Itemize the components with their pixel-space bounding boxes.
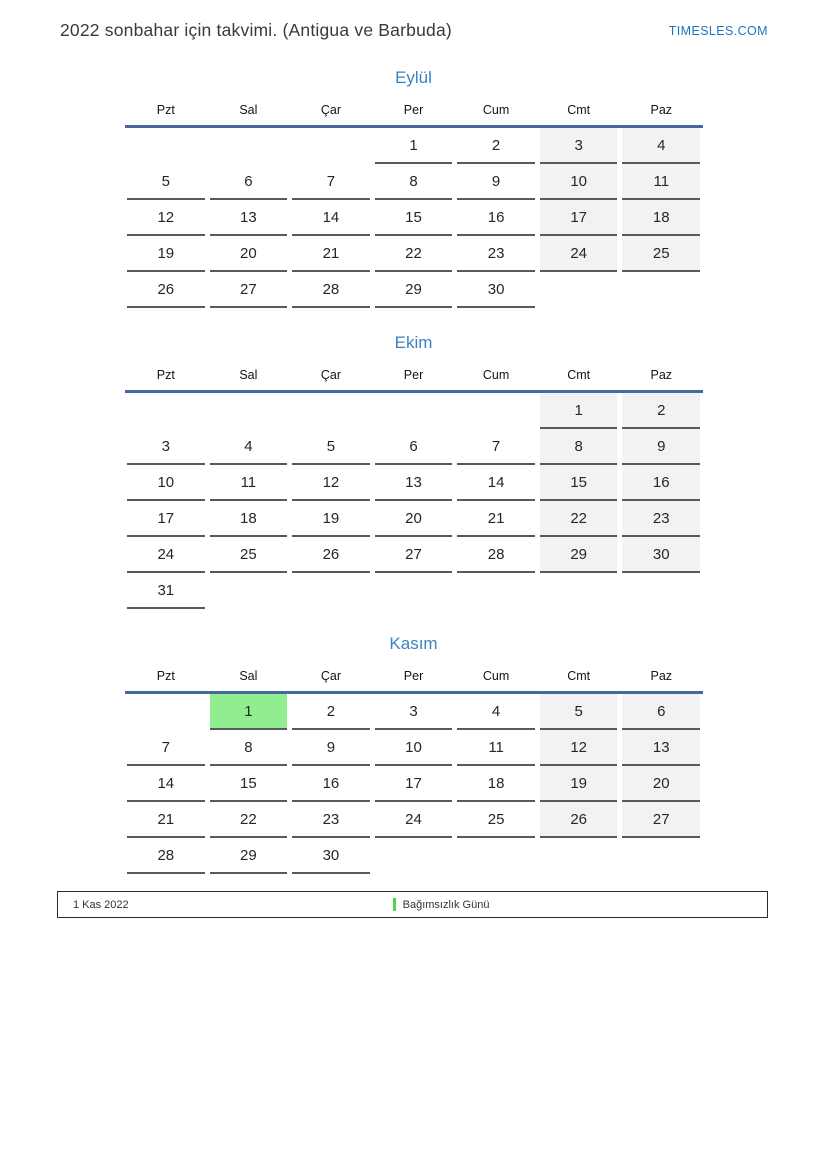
weekday-header: Pzt xyxy=(156,368,175,382)
day-cell: 16 xyxy=(292,766,370,802)
empty-cell xyxy=(457,573,535,609)
empty-cell xyxy=(210,393,288,429)
day-cell: 25 xyxy=(210,537,288,573)
day-cell: 9 xyxy=(622,429,700,465)
week-row xyxy=(125,393,703,429)
day-cell: 24 xyxy=(127,537,205,573)
day-cell: 20 xyxy=(375,501,453,537)
day-cell: 28 xyxy=(127,838,205,874)
day-cell: 4 xyxy=(457,694,535,730)
month-title: Kasım xyxy=(389,634,438,653)
day-cell: 30 xyxy=(622,537,700,573)
weekday-header: Sal xyxy=(239,669,258,683)
legend-box xyxy=(57,891,768,918)
week-row xyxy=(125,501,703,537)
day-cell: 30 xyxy=(457,272,535,308)
day-cell: 3 xyxy=(127,429,205,465)
day-cell: 9 xyxy=(457,164,535,200)
weekday-header: Sal xyxy=(239,103,258,117)
day-cell: 7 xyxy=(127,730,205,766)
month-section xyxy=(125,634,703,874)
empty-cell xyxy=(292,573,370,609)
day-cell: 16 xyxy=(457,200,535,236)
day-cell: 23 xyxy=(622,501,700,537)
day-cell: 29 xyxy=(375,272,453,308)
day-cell: 8 xyxy=(375,164,453,200)
weekday-header: Paz xyxy=(650,669,673,683)
weekday-header: Cum xyxy=(482,368,510,382)
day-cell: 10 xyxy=(375,730,453,766)
weekday-header: Per xyxy=(403,103,424,117)
day-cell: 26 xyxy=(292,537,370,573)
day-cell: 23 xyxy=(457,236,535,272)
empty-cell xyxy=(540,272,618,308)
empty-cell xyxy=(540,573,618,609)
day-cell: 27 xyxy=(210,272,288,308)
empty-cell xyxy=(127,393,205,429)
brand-link[interactable]: TIMESLES.COM xyxy=(668,24,768,38)
legend-entry xyxy=(393,898,490,911)
day-cell: 21 xyxy=(127,802,205,838)
day-cell: 18 xyxy=(622,200,700,236)
day-cell: 4 xyxy=(210,429,288,465)
day-cell: 22 xyxy=(210,802,288,838)
day-cell: 15 xyxy=(375,200,453,236)
weekday-header: Per xyxy=(403,669,424,683)
month-grid xyxy=(125,128,703,308)
empty-cell xyxy=(375,393,453,429)
day-cell: 18 xyxy=(457,766,535,802)
page-header xyxy=(0,0,827,41)
day-cell: 23 xyxy=(292,802,370,838)
day-cell: 2 xyxy=(292,694,370,730)
week-row xyxy=(125,236,703,272)
weekday-header: Paz xyxy=(650,103,673,117)
day-cell: 1 xyxy=(375,128,453,164)
day-cell: 21 xyxy=(292,236,370,272)
day-cell: 27 xyxy=(622,802,700,838)
day-cell: 5 xyxy=(127,164,205,200)
day-cell: 22 xyxy=(540,501,618,537)
empty-cell xyxy=(622,573,700,609)
day-cell: 3 xyxy=(375,694,453,730)
day-cell: 8 xyxy=(210,730,288,766)
legend-label: Bağımsızlık Günü xyxy=(402,898,490,911)
day-cell: 15 xyxy=(540,465,618,501)
day-cell: 19 xyxy=(540,766,618,802)
day-cell: 21 xyxy=(457,501,535,537)
day-cell: 2 xyxy=(622,393,700,429)
weekday-header: Cmt xyxy=(567,669,591,683)
empty-cell xyxy=(457,838,535,874)
month-grid xyxy=(125,694,703,874)
day-cell: 6 xyxy=(622,694,700,730)
day-cell: 14 xyxy=(457,465,535,501)
empty-cell xyxy=(457,393,535,429)
day-cell: 29 xyxy=(210,838,288,874)
day-cell: 14 xyxy=(127,766,205,802)
empty-cell xyxy=(375,838,453,874)
day-cell: 7 xyxy=(292,164,370,200)
legend-date: 1 Kas 2022 xyxy=(73,898,129,911)
weekday-header: Çar xyxy=(320,103,342,117)
day-cell: 10 xyxy=(127,465,205,501)
week-row xyxy=(125,272,703,308)
day-cell: 11 xyxy=(210,465,288,501)
week-row xyxy=(125,164,703,200)
day-cell: 17 xyxy=(540,200,618,236)
day-cell: 1 xyxy=(540,393,618,429)
day-cell: 26 xyxy=(127,272,205,308)
holiday-marker-icon xyxy=(393,898,396,911)
day-cell: 3 xyxy=(540,128,618,164)
week-row xyxy=(125,730,703,766)
weekday-row xyxy=(125,669,703,694)
day-cell: 26 xyxy=(540,802,618,838)
day-cell: 12 xyxy=(540,730,618,766)
empty-cell xyxy=(292,128,370,164)
empty-cell xyxy=(540,838,618,874)
day-cell: 31 xyxy=(127,573,205,609)
weekday-header: Çar xyxy=(320,368,342,382)
month-section xyxy=(125,68,703,308)
day-cell: 24 xyxy=(540,236,618,272)
day-cell: 7 xyxy=(457,429,535,465)
day-cell: 15 xyxy=(210,766,288,802)
day-cell: 24 xyxy=(375,802,453,838)
day-cell: 6 xyxy=(375,429,453,465)
day-cell: 19 xyxy=(292,501,370,537)
day-cell: 25 xyxy=(622,236,700,272)
empty-cell xyxy=(622,838,700,874)
month-grid xyxy=(125,393,703,609)
month-title: Ekim xyxy=(394,333,433,352)
day-cell: 9 xyxy=(292,730,370,766)
weekday-header: Cum xyxy=(482,103,510,117)
empty-cell xyxy=(210,573,288,609)
day-cell: 6 xyxy=(210,164,288,200)
empty-cell xyxy=(210,128,288,164)
month-title: Eylül xyxy=(395,68,432,87)
day-cell: 19 xyxy=(127,236,205,272)
day-cell: 12 xyxy=(127,200,205,236)
months xyxy=(0,68,827,874)
day-cell: 11 xyxy=(457,730,535,766)
day-cell: 5 xyxy=(540,694,618,730)
weekday-header: Pzt xyxy=(156,103,175,117)
weekday-row xyxy=(125,103,703,128)
week-row xyxy=(125,465,703,501)
day-cell: 1 xyxy=(210,694,288,730)
day-cell: 17 xyxy=(375,766,453,802)
week-row xyxy=(125,128,703,164)
empty-cell xyxy=(622,272,700,308)
weekday-header: Paz xyxy=(650,368,673,382)
day-cell: 10 xyxy=(540,164,618,200)
day-cell: 5 xyxy=(292,429,370,465)
day-cell: 11 xyxy=(622,164,700,200)
empty-cell xyxy=(127,694,205,730)
weekday-row xyxy=(125,368,703,393)
day-cell: 28 xyxy=(292,272,370,308)
day-cell: 13 xyxy=(375,465,453,501)
week-row xyxy=(125,694,703,730)
day-cell: 22 xyxy=(375,236,453,272)
day-cell: 20 xyxy=(210,236,288,272)
weekday-header: Cmt xyxy=(567,103,591,117)
week-row xyxy=(125,838,703,874)
weekday-header: Sal xyxy=(239,368,258,382)
day-cell: 4 xyxy=(622,128,700,164)
weekday-header: Per xyxy=(403,368,424,382)
page-title: 2022 sonbahar için takvimi. (Antigua ve Barbuda) xyxy=(60,20,452,40)
empty-cell xyxy=(292,393,370,429)
weekday-header: Pzt xyxy=(156,669,175,683)
weekday-header: Cum xyxy=(482,669,510,683)
empty-cell xyxy=(375,573,453,609)
day-cell: 27 xyxy=(375,537,453,573)
day-cell: 16 xyxy=(622,465,700,501)
day-cell: 8 xyxy=(540,429,618,465)
month-section xyxy=(125,333,703,609)
empty-cell xyxy=(127,128,205,164)
weekday-header: Cmt xyxy=(567,368,591,382)
day-cell: 13 xyxy=(210,200,288,236)
week-row xyxy=(125,766,703,802)
day-cell: 29 xyxy=(540,537,618,573)
week-row xyxy=(125,200,703,236)
day-cell: 18 xyxy=(210,501,288,537)
week-row xyxy=(125,429,703,465)
day-cell: 2 xyxy=(457,128,535,164)
week-row xyxy=(125,537,703,573)
day-cell: 12 xyxy=(292,465,370,501)
day-cell: 13 xyxy=(622,730,700,766)
day-cell: 28 xyxy=(457,537,535,573)
day-cell: 20 xyxy=(622,766,700,802)
day-cell: 14 xyxy=(292,200,370,236)
week-row xyxy=(125,573,703,609)
weekday-header: Çar xyxy=(320,669,342,683)
week-row xyxy=(125,802,703,838)
day-cell: 25 xyxy=(457,802,535,838)
day-cell: 17 xyxy=(127,501,205,537)
day-cell: 30 xyxy=(292,838,370,874)
